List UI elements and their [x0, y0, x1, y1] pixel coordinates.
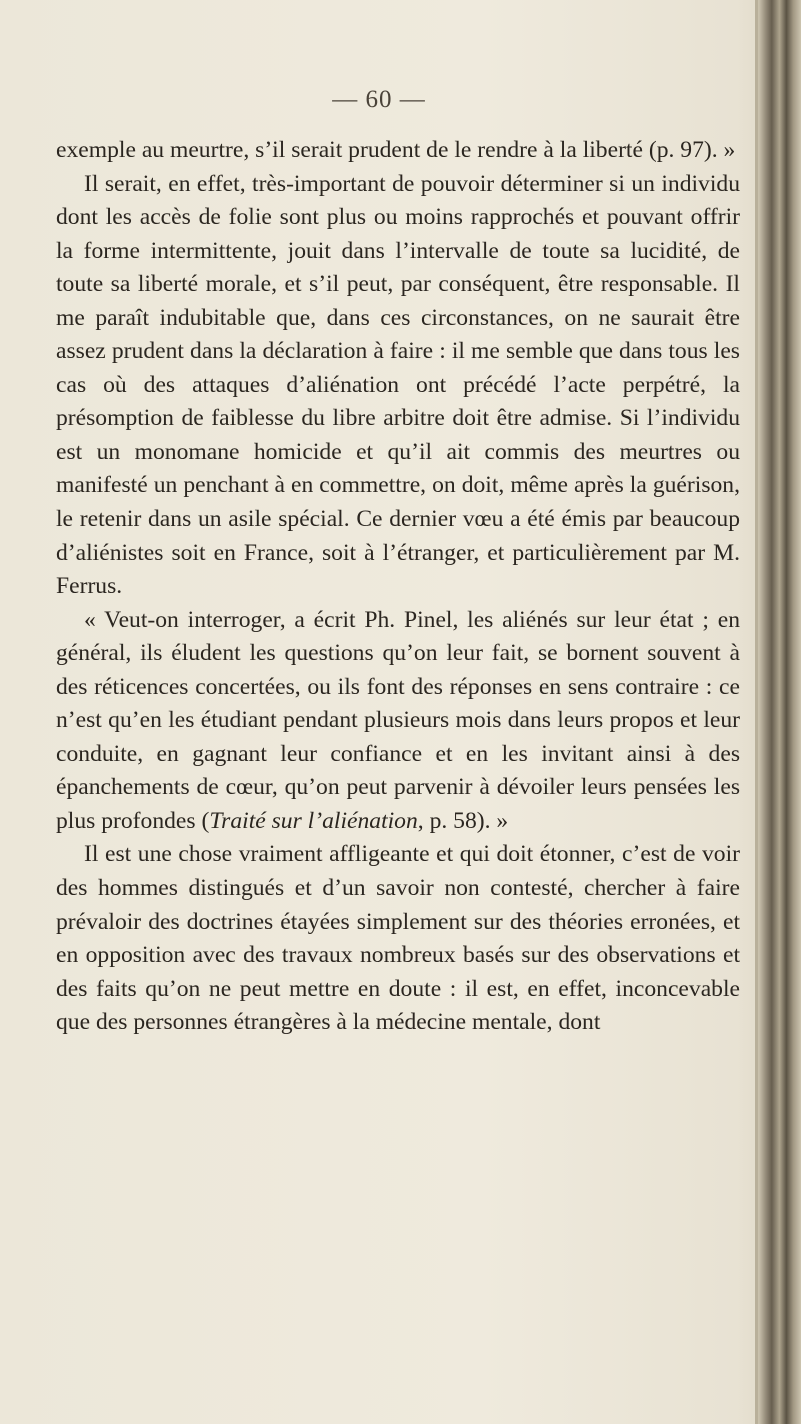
- paragraph-text: exemple au meurtre, s’il serait prudent de le rendre à la liberté (p. 97). »: [56, 137, 736, 163]
- paragraph-text: Il est une chose vraiment affligeante et qui doit étonner, c’est de voir des hommes distingués et d’un savoir non contesté, chercher à faire prévaloir des doctrines étayées simplement sur des théories erronées, et en opposition avec des travaux nombreux basés sur des observations et des faits qu’on ne peut mettre en doute : il est, en effet, inconcevable que des personnes étrangères à la médecine mentale, dont: [56, 841, 740, 1036]
- paragraph: [56, 838, 740, 1039]
- paragraph: [56, 604, 740, 839]
- italic-title: Traité sur l’aliénation: [209, 807, 418, 834]
- paragraph-text: Il serait, en effet, très-important de pouvoir déterminer si un individu dont les accès de folie sont plus ou moins rapprochés et pouvant offrir la forme intermittente, jouit dans l’intervalle de toute sa lucidité, de toute sa liberté morale, et s’il peut, par conséquent, être responsable. Il me paraît indubitable que, dans ces circonstances, on ne saurait être assez prudent dans la déclaration à faire : il me semble que dans tous les cas où des attaques d’aliénation ont précédé l’acte perpétré, la présomption de faiblesse du libre arbitre doit être admise. Si l’individu est un monomane homicide et qu’il ait commis des meurtres ou manifesté un penchant à en commettre, on doit, même après la guérison, le retenir dans un asile spécial. Ce dernier vœu a été émis par beaucoup d’aliénistes soit en France, soit à l’étranger, et particulièrement par M. Ferrus.: [56, 170, 740, 600]
- paragraph: [56, 168, 740, 604]
- page-number-header: — 60 —: [332, 86, 426, 113]
- book-spine: [758, 0, 801, 1424]
- paragraph-text: « Veut-on interroger, a écrit Ph. Pinel, les aliénés sur leur état ; en général, ils éludent les questions qu’on leur fait, se bornent souvent à des réticences concertées, ou ils font des réponses en sens contraire : ce n’est qu’en les étudiant pendant plusieurs mois dans leurs propos et leur conduite, en gagnant leur confiance et en les invitant ainsi à des épanchements de cœur, qu’on peut parvenir à dévoiler leurs pensées les plus profondes (: [56, 606, 740, 834]
- paragraph-text: , p. 58). »: [417, 807, 509, 834]
- body-text: [56, 134, 740, 1040]
- paragraph: [56, 134, 740, 168]
